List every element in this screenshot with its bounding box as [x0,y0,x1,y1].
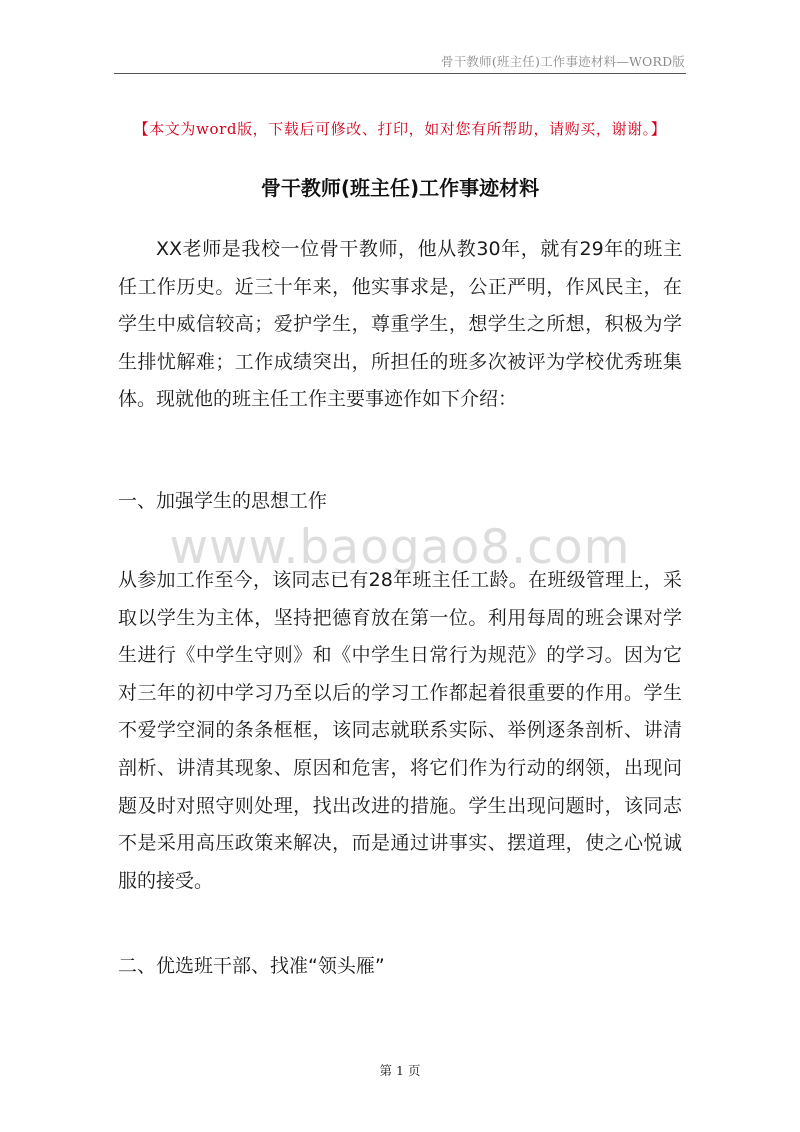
section-1-paragraph: 从参加工作至今，该同志已有28年班主任工龄。在班级管理上，采取以学生为主体，坚持把德育放在第一位。利用每周的班会课对学生进行《中学生守则》和《中学生日常行为规范》的学习。因为它对三年的初中学习乃至以后的学习工作都起着很重要的作用。学生不爱学空洞的条条框框，该同志就联系实际、举例逐条剖析、讲清剖析、讲清其现象、原因和危害，将它们作为行动的纲领，出现问题及时对照守则处理，找出改进的措施。学生出现问题时，该同志不是采用高压政策来解决，而是通过讲事实、摆道理，使之心悦诚服的接受。 [118,569,682,892]
running-header: 骨干教师(班主任)工作事迹材料—WORD版 [441,54,685,69]
section-heading-1: 一、加强学生的思想工作 [118,490,328,512]
document-title: 骨干教师(班主任)工作事迹材料 [260,176,540,200]
page-number: 第 1 页 [379,1063,421,1078]
intro-paragraph: XX老师是我校一位骨干教师，他从教30年，就有29年的班主任工作历史。近三十年来，他实事求是，公正严明，作风民主，在学生中威信较高；爱护学生，尊重学生，想学生之所想，积极为学生排忧解难；工作成绩突出，所担任的班多次被评为学校优秀班集体。现就他的班主任工作主要事迹作如下介绍： [118,238,682,411]
header-rule [114,73,686,74]
section-heading-2: 二、优选班干部、找准“领头雁” [118,955,385,977]
watermark: www.baogao8.com [169,520,631,575]
purchase-notice: 【本文为word版，下载后可修改、打印，如对您有所帮助，请购买，谢谢。】 [133,120,667,138]
